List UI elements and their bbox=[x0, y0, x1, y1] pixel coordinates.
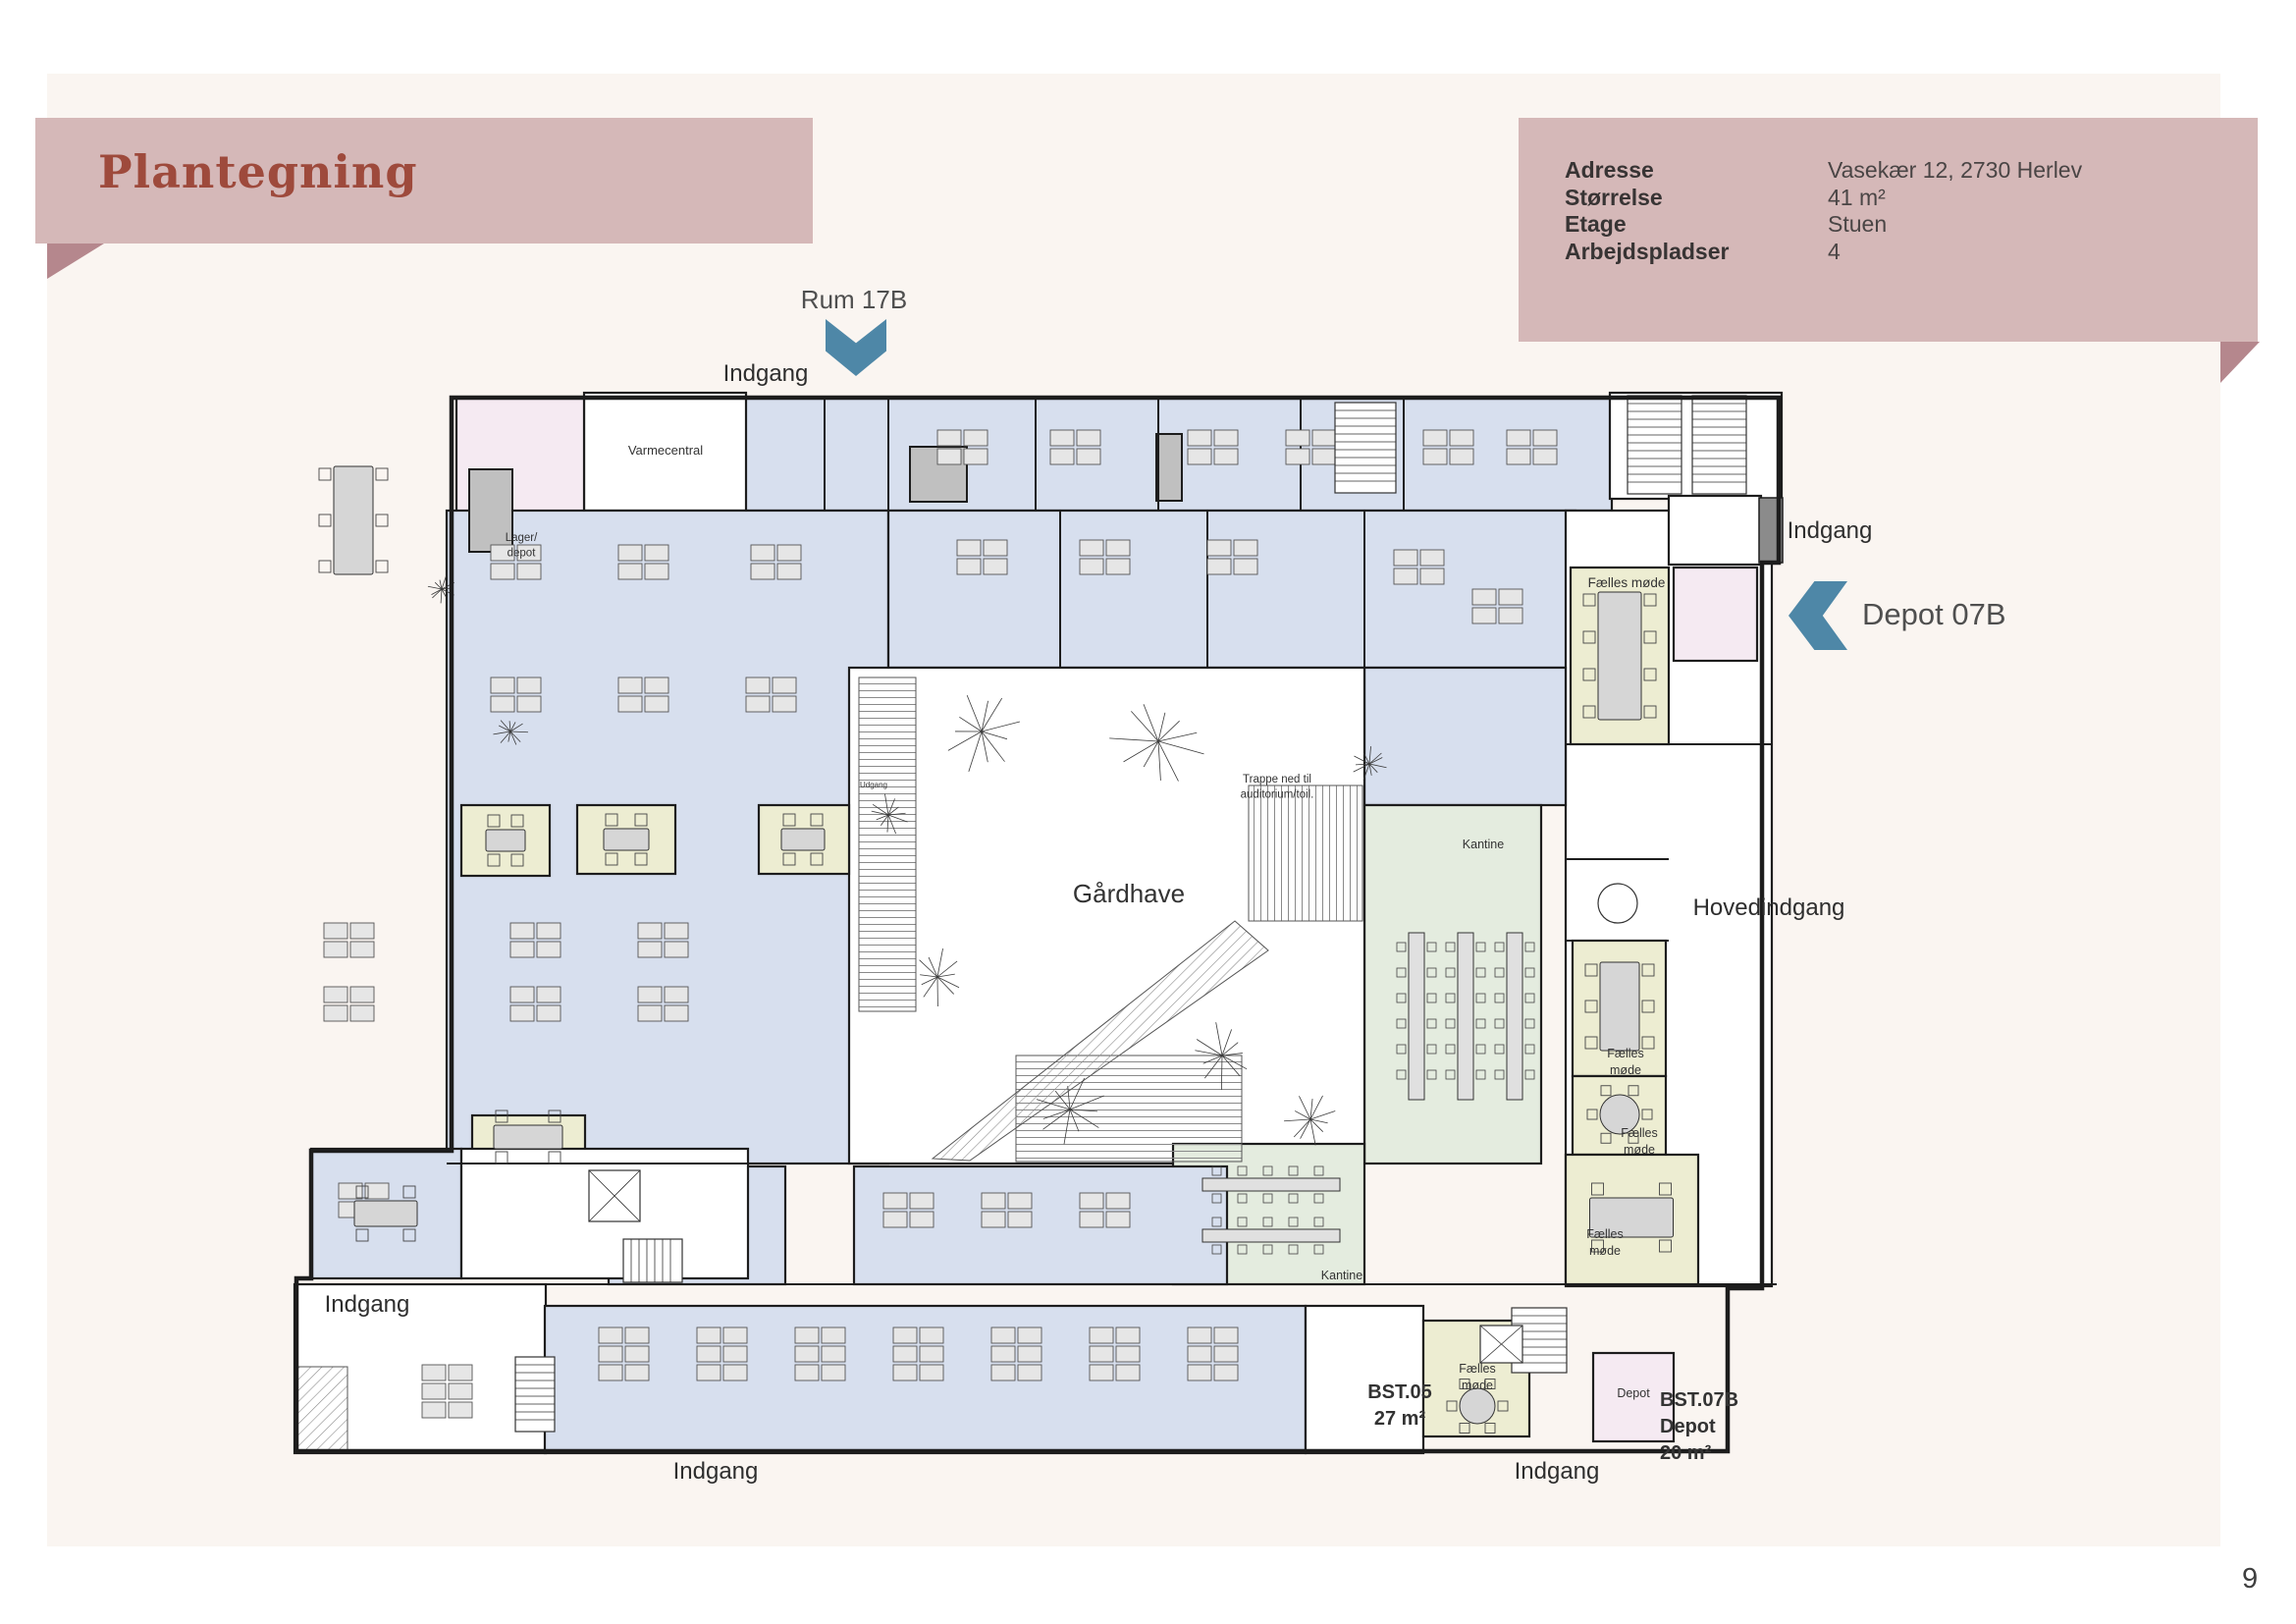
room-label: Kantine bbox=[1320, 1269, 1363, 1282]
property-info-box bbox=[1519, 118, 2258, 342]
entrance-label: Indgang bbox=[324, 1291, 410, 1318]
page-title: Plantegning bbox=[98, 145, 418, 198]
depot-callout-label: Depot 07B bbox=[1862, 597, 2006, 631]
entrance-label: Hovedindgang bbox=[1692, 894, 1845, 921]
info-value: Vasekær 12, 2730 Herlev bbox=[1828, 157, 2083, 183]
info-label: Etage bbox=[1565, 211, 1627, 237]
room-label: Varmecentral bbox=[627, 443, 704, 458]
room-label: Lager/ depot bbox=[505, 532, 538, 560]
info-value: 41 m² bbox=[1828, 184, 1886, 210]
title-banner bbox=[35, 118, 813, 244]
info-row bbox=[1565, 239, 2258, 266]
info-value: 4 bbox=[1828, 238, 1841, 264]
room-label: Kantine bbox=[1462, 838, 1505, 851]
info-row bbox=[1565, 185, 2258, 212]
info-label: Adresse bbox=[1565, 157, 1654, 183]
info-value: Stuen bbox=[1828, 211, 1888, 237]
room bbox=[1156, 434, 1182, 501]
info-row bbox=[1565, 157, 2258, 185]
room-label: Fælles møde bbox=[1587, 575, 1666, 590]
room-label: BST.07B Depot 20 m² bbox=[1660, 1389, 1739, 1464]
entrance-label: Indgang bbox=[672, 1458, 759, 1485]
room bbox=[1364, 668, 1566, 805]
page-number: 9 bbox=[2242, 1563, 2259, 1595]
room-label: Udgang bbox=[859, 781, 888, 789]
info-label: Størrelse bbox=[1565, 184, 1663, 210]
room-label: Depot bbox=[1617, 1386, 1650, 1400]
room-callout-label: Rum 17B bbox=[800, 285, 908, 314]
room bbox=[1674, 568, 1757, 661]
room-label: BST.05 27 m² bbox=[1367, 1381, 1432, 1430]
room-label: Fælles møde bbox=[1459, 1362, 1496, 1392]
entrance-label: Indgang bbox=[1514, 1458, 1600, 1485]
room bbox=[1306, 1306, 1423, 1453]
room-label: Fælles møde bbox=[1607, 1047, 1644, 1077]
room-label: Fælles møde bbox=[1621, 1126, 1658, 1157]
room-label: Trappe ned til auditorium/toil. bbox=[1240, 774, 1314, 801]
room-label: Fælles møde bbox=[1586, 1227, 1624, 1258]
room bbox=[1669, 496, 1761, 565]
room-label: Gårdhave bbox=[1072, 879, 1186, 908]
entrance-label: Indgang bbox=[722, 360, 809, 387]
info-label: Arbejdspladser bbox=[1565, 238, 1730, 264]
entrance-label: Indgang bbox=[1787, 517, 1873, 544]
info-row bbox=[1565, 211, 2258, 239]
